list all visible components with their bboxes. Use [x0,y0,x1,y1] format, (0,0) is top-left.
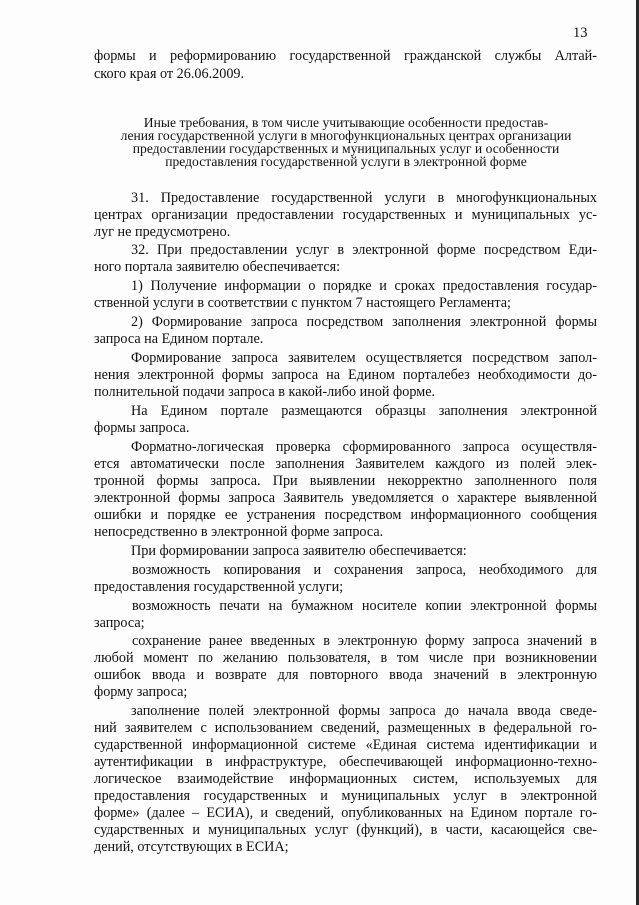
print-provision-line: возможность печати на бумажном носителе копии электронной формы [132,598,597,614]
copy-provision-line: возможность копирования и сохранения запроса, необходимого для [132,562,597,578]
autofill-provision-line: форме» (далее – ЕСИА), и сведений, опубликованных на Едином портале го- [94,805,597,821]
save-provision-line: ошибок ввода и возврате для повторного ввода значений в электронную [94,667,597,683]
form-paragraph-line: Формирование запроса заявителем осуществляется посредством запол- [131,350,597,366]
validation-paragraph-line: ошибки и порядке ее устранения посредством информационного сообщения [94,507,597,523]
paragraph-31-line: 31. Предоставление государственной услуги в многофункциональных [131,190,597,206]
heading-line: ления государственной услуги в многофункциональных центрах организации [120,128,572,143]
validation-paragraph-line: ется автоматически после заполнения Заявителем каждого из полей элек- [94,456,597,472]
autofill-provision-line: аутентификации в инфраструктуре, обеспечивающей информационно-техно- [94,754,597,770]
form-paragraph-line: нения электронной формы запроса на Едином порталебез необходимости до- [94,367,597,383]
copy-provision-line: предоставления государственной услуги; [94,579,344,595]
paragraph-32-line: ного портала заявителю обеспечивается: [94,259,341,275]
heading-line: предоставлении государственных и муниципальных услуг и особенности [132,141,560,156]
autofill-provision-line: сударственных и муниципальных услуг (функций), в части, касающейся све- [94,822,597,838]
autofill-provision-line: дений, отсутствующих в ЕСИА; [94,839,289,855]
heading-line: Иные требования, в том числе учитывающие особенности предостав- [143,115,549,130]
item-1-line: 1) Получение информации о порядке и сроках предоставления государ- [131,278,597,294]
save-provision-line: форму запроса; [94,684,188,700]
provisions-intro: При формировании запроса заявителю обеспечивается: [131,543,467,559]
item-2-line: запроса на Едином портале. [94,331,264,347]
item-2-line: 2) Формирование запроса посредством заполнения электронной формы [131,314,597,330]
item-1-line: ственной услуги в соответствии с пунктом 7 настоящего Регламента; [94,295,511,311]
intro-line: формы и реформированию государственной гражданской службы Алтай- [94,48,597,64]
save-provision-line: любой момент по желанию пользователя, в том числе при возникновении [94,650,597,666]
page-number: 13 [573,25,588,41]
samples-paragraph-line: На Едином портале размещаются образцы заполнения электронной [131,403,597,419]
paragraph-32-line: 32. При предоставлении услуг в электронной форме посредством Еди- [131,242,597,258]
validation-paragraph-line: электронной формы запроса Заявитель уведомляется о характере выявленной [94,490,597,506]
samples-paragraph-line: формы запроса. [94,420,190,436]
paragraph-31-line: центрах организации предоставлении государственных и муниципальных ус- [94,207,597,223]
validation-paragraph-line: тронной формы запроса. При выявлении некорректно заполненного поля [94,473,597,489]
validation-paragraph-line: непосредственно в электронной форме запроса. [94,524,384,540]
form-paragraph-line: полнительной подачи запроса в какой-либо иной форме. [94,384,436,400]
autofill-provision-line: сударственной информационной системе «Единая система идентификации и [94,737,597,753]
autofill-provision-line: заполнение полей электронной формы запроса до начала ввода сведе- [131,703,597,719]
autofill-provision-line: ний заявителем с использованием сведений, размещенных в федеральной го- [94,720,597,736]
save-provision-line: сохранение ранее введенных в электронную форму запроса значений в [132,633,597,649]
print-provision-line: запроса; [94,615,145,631]
paragraph-31-line: луг не предусмотрено. [94,224,231,240]
heading-line: предоставления государственной услуги в электронной форме [165,154,527,169]
validation-paragraph-line: Форматно-логическая проверка сформированного запроса осуществля- [131,439,597,455]
autofill-provision-line: предоставления государственных и муниципальных услуг в электронной [94,788,597,804]
intro-line: ского края от 26.06.2009. [94,66,245,82]
autofill-provision-line: логическое взаимодействие информационных систем, используемых для [94,771,597,787]
